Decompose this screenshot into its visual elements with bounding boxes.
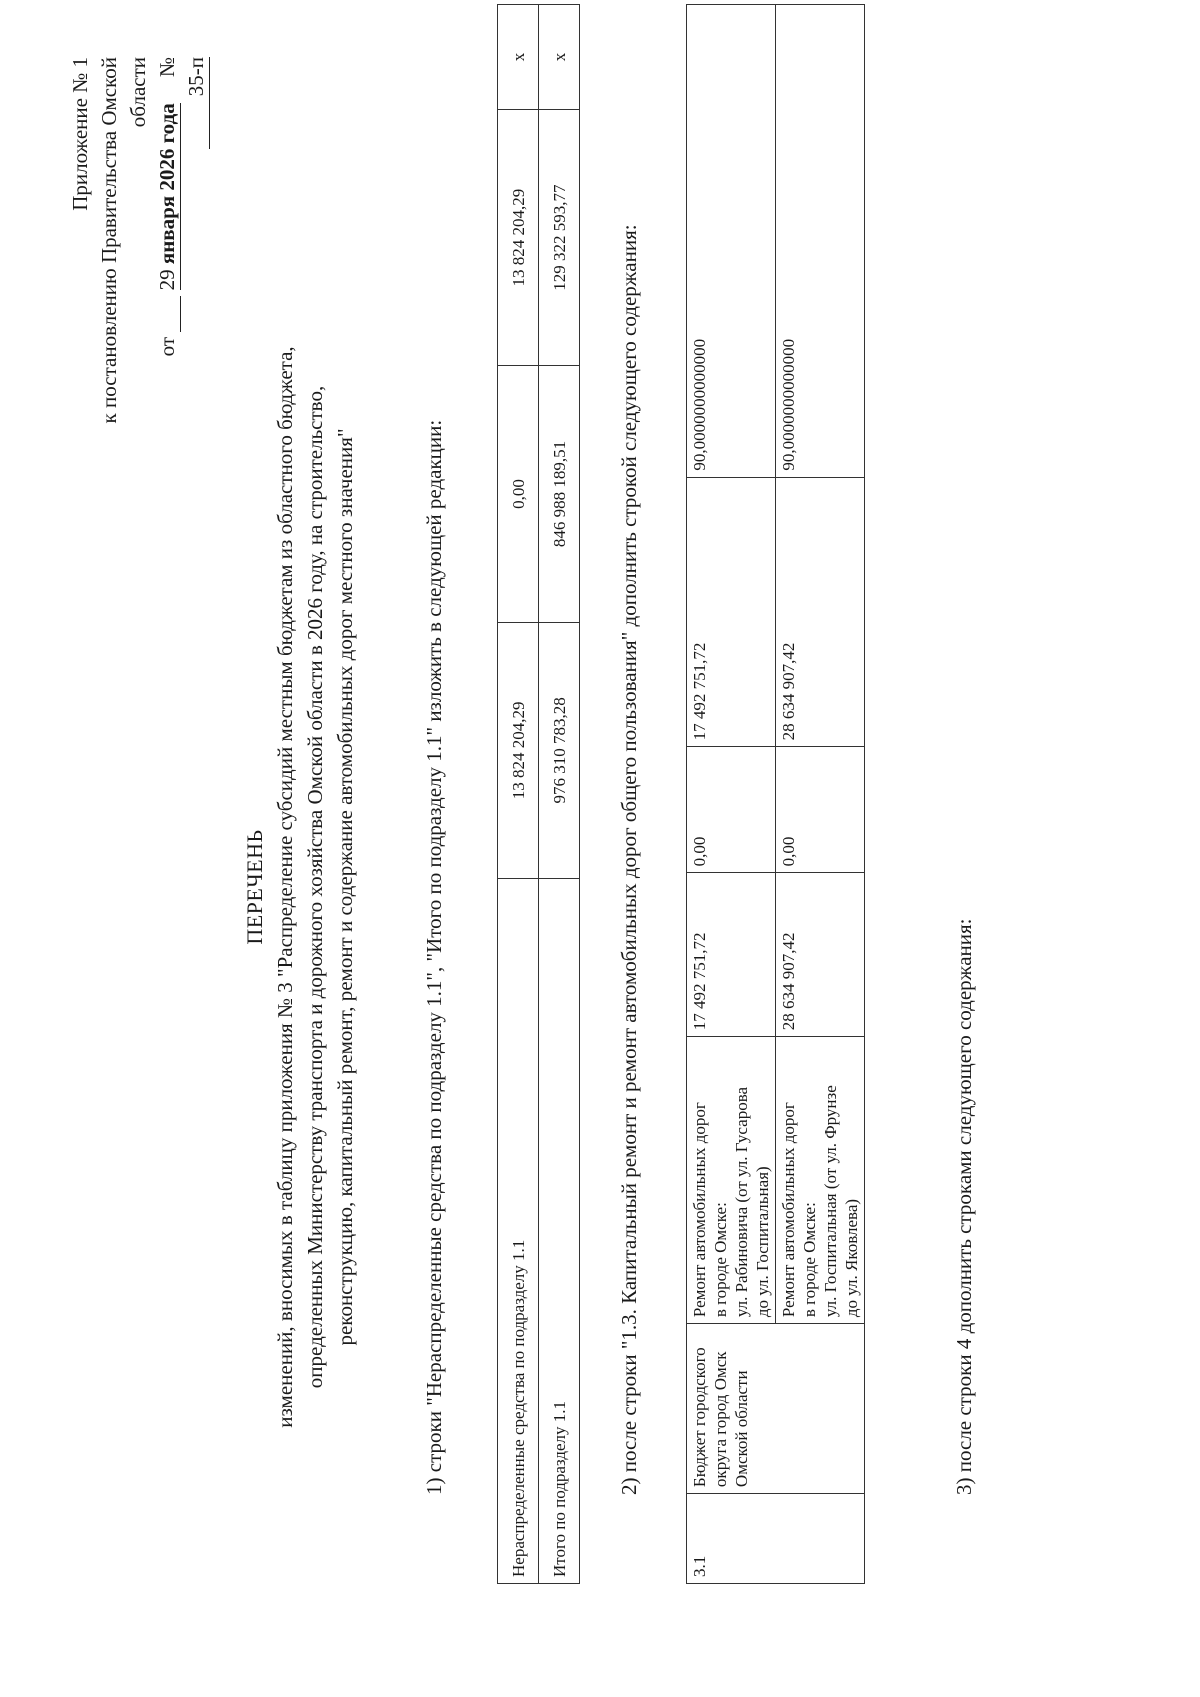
table-cell: 28 634 907,42 [776,477,865,747]
title-line-3: реконструкцию, капитальный ремонт, ремонт и содержание автомобильных дорог местного значения" [333,428,357,1346]
paragraph-3: 3) после строки 4 дополнить строками следующего содержания: [952,918,976,1495]
document-title [240,227,360,1547]
table-cell: 0,00 [687,747,776,873]
appendix-line-1: Приложение № 1 [68,57,92,211]
budget-name: Бюджет городского округа город Омск Омской области [687,1324,865,1494]
table-cell: 976 310 783,28 [539,622,580,878]
title-heading: ПЕРЕЧЕНЬ [242,829,267,945]
table-cell: 13 824 204,29 [498,109,539,365]
object-name: Ремонт автомобильных дорог в городе Омске: ул. Госпитальная (от ул. Фрунзе до ул. Яковлева) [776,1037,865,1324]
table-row [687,5,776,1584]
paragraph-1: 1) строки "Нераспределенные средства по подразделу 1.1", "Итого по подразделу 1.1" изложить в следующей редакции: [422,419,446,1495]
table-cell: х [498,5,539,110]
appendix-line-2: к постановлению Правительства Омской области [97,57,150,424]
table-cell: 129 322 593,77 [539,109,580,365]
table-row [539,5,580,1584]
table-cell: 0,00 [776,747,865,873]
table-cell: 90,0000000000000 [776,5,865,478]
table-new-rows [686,4,865,1584]
table-row [498,5,539,1584]
paragraph-2: 2) после строки "1.3. Капитальный ремонт и ремонт автомобильных дорог общего пользования" дополнить строкой следующего содержания: [617,224,641,1495]
table-unallocated-totals [497,4,580,1584]
row-label: Итого по подразделу 1.1 [539,879,580,1584]
appendix-date-line [153,57,211,447]
table-cell: 846 988 189,51 [539,366,580,622]
title-line-2: определенных Министерству транспорта и дорожного хозяйства Омской области в 2026 году, на строительство, [303,385,327,1389]
table-cell: 28 634 907,42 [776,873,865,1037]
from-label: от [155,336,179,357]
number-label: № [155,57,179,78]
row-number: 3.1 [687,1494,865,1584]
resolution-number: 35-п [183,57,210,149]
table-cell: 17 492 751,72 [687,873,776,1037]
table-cell: 90,0000000000000 [687,5,776,478]
date-underline [154,296,181,332]
appendix-header [66,57,211,447]
title-line-1: изменений, вносимых в таблицу приложения № 3 "Распределение субсидий местным бюджетам из областного бюджета, [273,346,297,1428]
table-cell: 0,00 [498,366,539,622]
table-cell: х [539,5,580,110]
table-cell: 13 824 204,29 [498,622,539,878]
row-label: Нераспределенные средства по подразделу 1.1 [498,879,539,1584]
object-name: Ремонт автомобильных дорог в городе Омске: ул. Рабиновича (от ул. Гусарова до ул. Госпитальная) [687,1037,776,1324]
resolution-date: 29 января 2026 года [155,103,179,291]
table-cell: 17 492 751,72 [687,477,776,747]
